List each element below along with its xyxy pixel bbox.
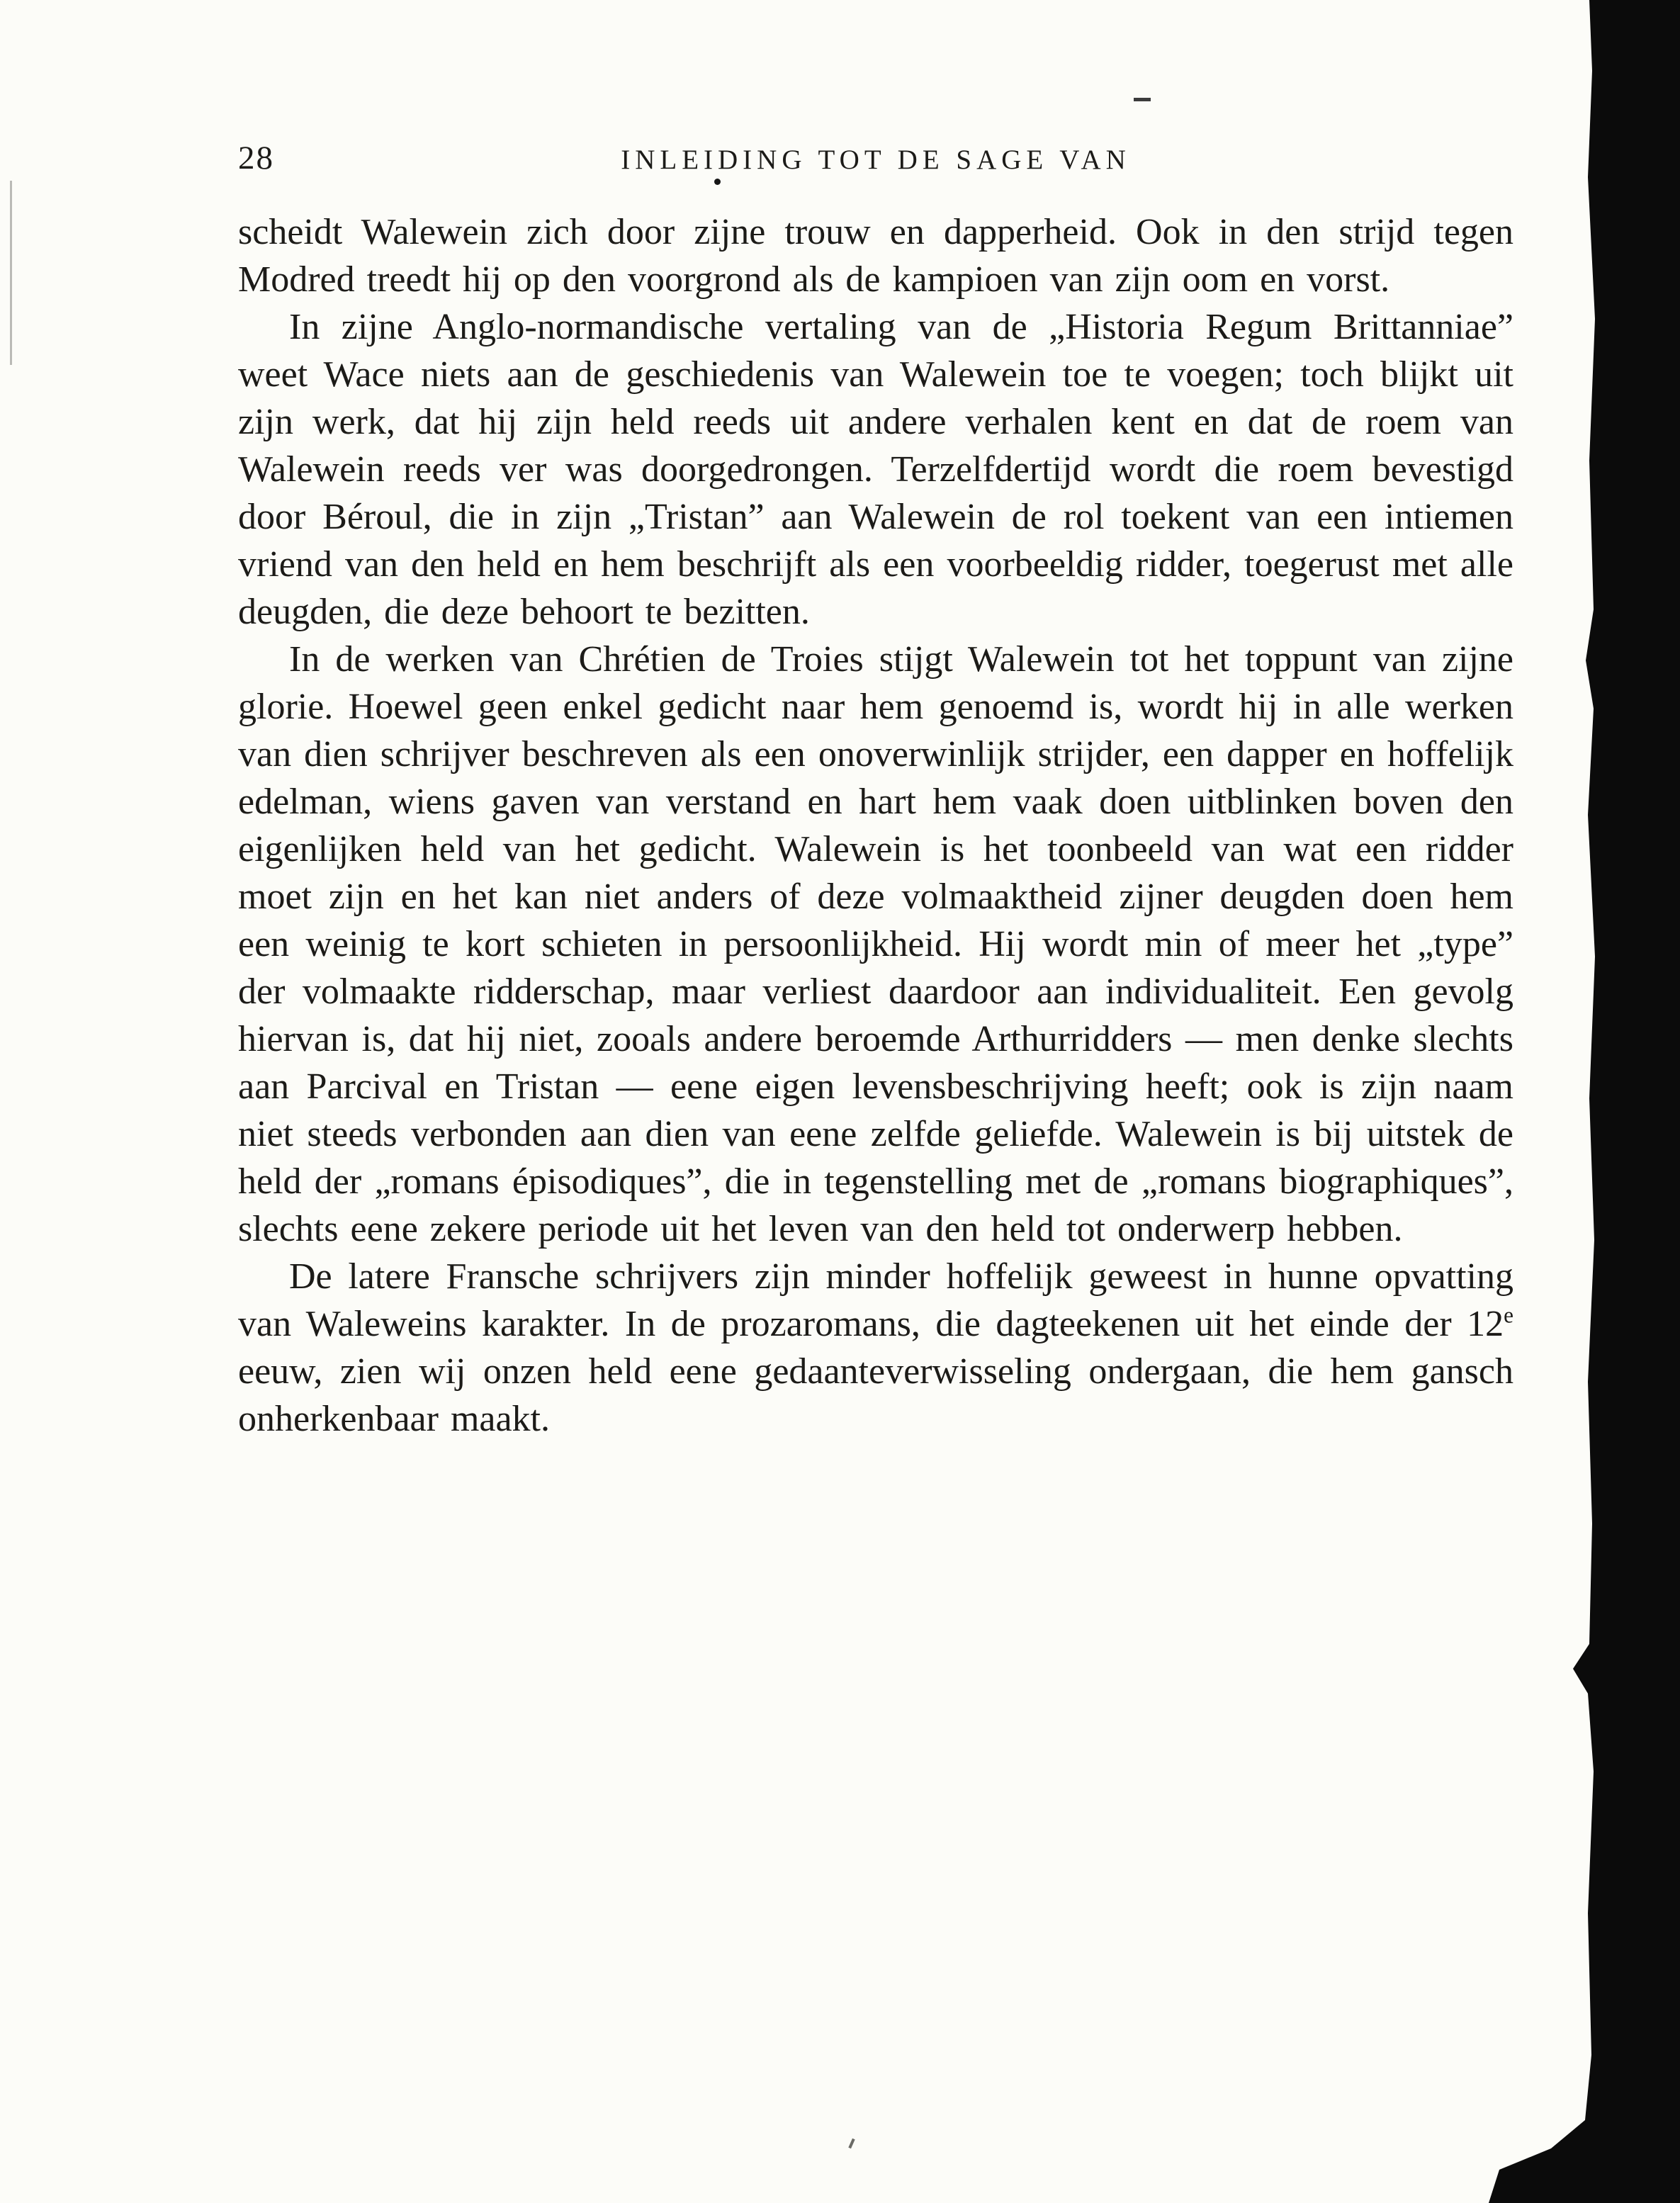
margin-line-artifact xyxy=(10,181,12,365)
paragraph-2: In zijne Anglo-normandische vertaling van de „Historia Regum Brittanniae” weet Wace niets aan de geschiedenis van Walewein toe te voegen; toch blijkt uit zijn werk, dat hij zijn held reeds uit andere verhalen kent en dat de roem van Walewein reeds ver was doorgedrongen. Terzelfdertijd wordt die roem bevestigd door Béroul, die in zijn „Tristan” aan Walewein de rol toekent van een intiemen vriend van den held en hem beschrijft als een voorbeeldig ridder, toegerust met alle deugden, die deze behoort te bezitten. xyxy=(238,307,1513,632)
text-block xyxy=(238,139,1513,1443)
page-header xyxy=(238,139,1513,177)
ink-dash-artifact xyxy=(1134,98,1151,101)
paragraph-4-text-before: De latere Fransche schrijvers zijn minder hoffelijk geweest in hunne opvatting van Waleweins karakter. In de prozaromans, die dagteekenen uit het einde der 12 xyxy=(238,1256,1513,1344)
paragraph-1: scheidt Walewein zich door zijne trouw en dapperheid. Ook in den strijd tegen Modred treedt hij op den voorgrond als de kampioen van zijn oom en vorst. xyxy=(238,212,1513,300)
running-header: INLEIDING TOT DE SAGE VAN xyxy=(621,145,1131,175)
paragraph-4-text-after: eeuw, zien wij onzen held eene gedaanteverwisseling ondergaan, die hem gansch onherkenbaar maakt. xyxy=(238,1351,1513,1439)
bottom-tick-artifact xyxy=(848,2139,855,2148)
page-number: 28 xyxy=(238,140,274,176)
superscript-e: e xyxy=(1504,1302,1513,1328)
paragraph-3: In de werken van Chrétien de Troies stijgt Walewein tot het toppunt van zijne glorie. Hoewel geen enkel gedicht naar hem genoemd is, wordt hij in alle werken van dien schrijver beschreven als een onoverwinlijk strijder, een dapper en hoffelijk edelman, wiens gaven van verstand en hart hem vaak doen uitblinken boven den eigenlijken held van het gedicht. Walewein is het toonbeeld van wat een ridder moet zijn en het kan niet anders of deze volmaaktheid zijner deugden doen hem een weinig te kort schieten in persoonlijkheid. Hij wordt min of meer het „type” der volmaakte ridderschap, maar verliest daardoor aan individualiteit. Een gevolg hiervan is, dat hij niet, zooals andere beroemde Arthurridders — men denke slechts aan Parcival en Tristan — eene eigen levensbeschrijving heeft; ook is zijn naam niet steeds verbonden aan dien van eene zelfde geliefde. Walewein is bij uitstek de held der „romans épisodiques”, die in tegenstelling met de „romans biographiques”, slechts eene zekere periode uit het leven van den held tot onderwerp hebben. xyxy=(238,639,1513,1249)
paragraph-4 xyxy=(238,1253,1513,1443)
